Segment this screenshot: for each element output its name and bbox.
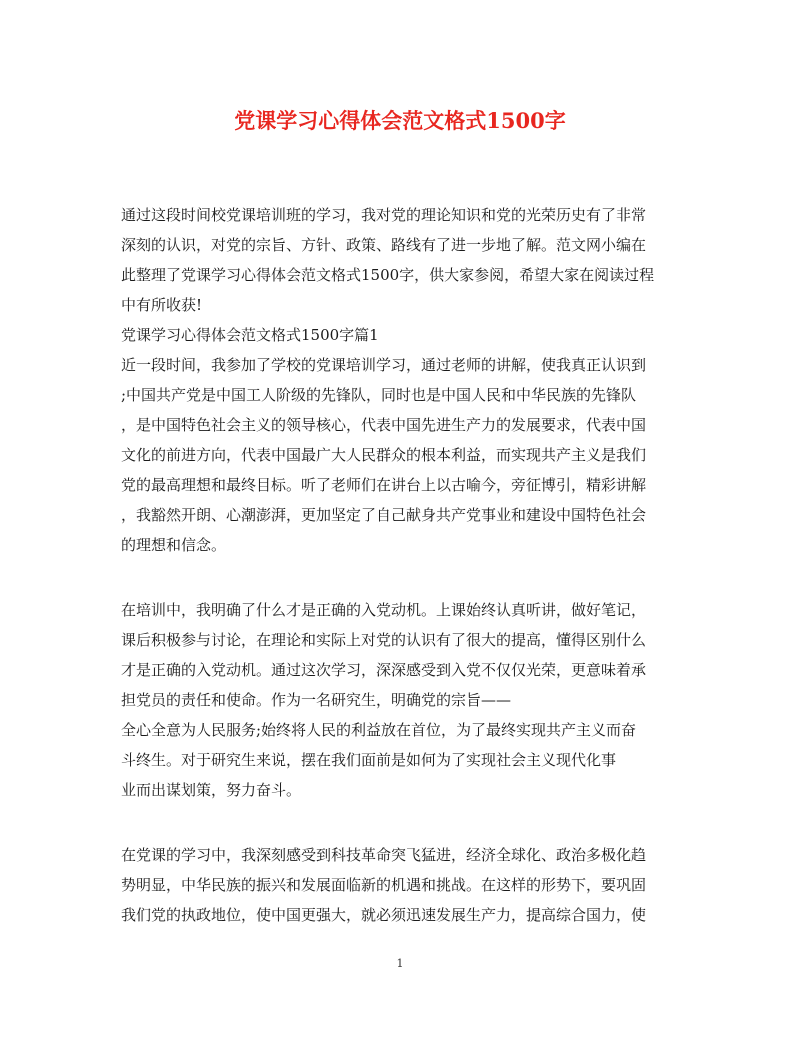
text-line: 在培训中，我明确了什么才是正确的入党动机。上课始终认真听讲，做好笔记， bbox=[121, 601, 647, 619]
document-title: 党课学习心得体会范文格式1500字 bbox=[234, 108, 566, 133]
page-number: 1 bbox=[396, 957, 404, 970]
paragraph-gap bbox=[121, 805, 677, 840]
text-line: 才是正确的入党动机。通过这次学习，深深感受到入党不仅仅光荣，更意味着承 bbox=[121, 661, 647, 679]
text-line: ，是中国特色社会主义的领导核心，代表中国先进生产力的发展要求，代表中国 bbox=[121, 416, 647, 434]
text-line: 我们党的执政地位，使中国更强大，就必须迅速发展生产力，提高综合国力，使 bbox=[121, 906, 647, 924]
text-line: 斗终生。对于研究生来说，摆在我们面前是如何为了实现社会主义现代化事 bbox=[121, 751, 617, 769]
document-body bbox=[121, 200, 677, 930]
text-line: 深刻的认识，对党的宗旨、方针、政策、路线有了进一步地了解。范文网小编在 bbox=[121, 236, 647, 254]
text-line: 中有所收获! bbox=[121, 296, 203, 314]
text-line: 担党员的责任和使命。作为一名研究生，明确党的宗旨—— bbox=[121, 691, 512, 709]
text-line: 在党课的学习中，我深刻感受到科技革命突飞猛进，经济全球化、政治多极化趋 bbox=[121, 846, 647, 864]
text-line: 势明显，中华民族的振兴和发展面临新的机遇和挑战。在这样的形势下，要巩固 bbox=[121, 876, 647, 894]
text-line: 党的最高理想和最终目标。听了老师们在讲台上以古喻今，旁征博引，精彩讲解 bbox=[121, 476, 647, 494]
text-line: 课后积极参与讨论，在理论和实际上对党的认识有了很大的提高，懂得区别什么 bbox=[121, 631, 647, 649]
paragraph-block-3 bbox=[121, 840, 677, 930]
section-heading: 党课学习心得体会范文格式1500字篇1 bbox=[121, 326, 379, 344]
text-line: 此整理了党课学习心得体会范文格式1500字，供大家参阅，希望大家在阅读过程 bbox=[121, 266, 655, 284]
paragraph-block-2 bbox=[121, 595, 677, 805]
text-line: 通过这段时间校党课培训班的学习，我对党的理论知识和党的光荣历史有了非常 bbox=[121, 206, 647, 224]
text-line: 业而出谋划策，努力奋斗。 bbox=[121, 781, 302, 799]
text-line: 的理想和信念。 bbox=[121, 536, 227, 554]
text-line: ;中国共产党是中国工人阶级的先锋队，同时也是中国人民和中华民族的先锋队 bbox=[121, 386, 637, 404]
paragraph-gap bbox=[121, 560, 677, 595]
text-line: 全心全意为人民服务;始终将人民的利益放在首位，为了最终实现共产主义而奋 bbox=[121, 721, 637, 739]
text-line: ，我豁然开朗、心潮澎湃，更加坚定了自己献身共产党事业和建设中国特色社会 bbox=[121, 506, 647, 524]
paragraph-block-1 bbox=[121, 200, 677, 560]
text-line: 近一段时间，我参加了学校的党课培训学习，通过老师的讲解，使我真正认识到 bbox=[121, 356, 647, 374]
text-line: 文化的前进方向，代表中国最广大人民群众的根本利益，而实现共产主义是我们 bbox=[121, 446, 647, 464]
